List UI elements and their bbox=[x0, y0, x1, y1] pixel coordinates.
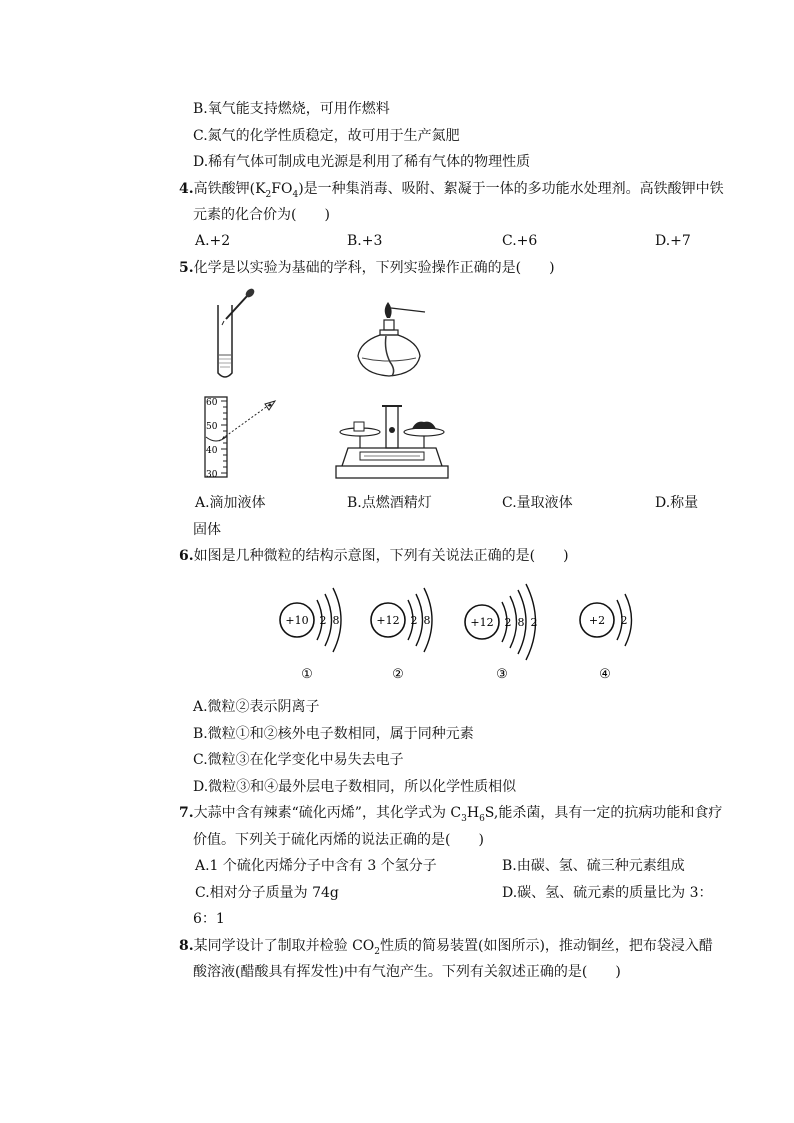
q4-number: 4. bbox=[179, 181, 194, 197]
atomic-structure-diagrams bbox=[270, 580, 650, 690]
q4-text-c: )是一种集消毒、吸附、絮凝于一体的多功能水处理剂。高铁酸钾中铁 bbox=[298, 181, 724, 197]
particle-3-label: ③ bbox=[496, 667, 508, 682]
q7-sub2: 6 bbox=[479, 813, 485, 824]
q4-option-a: A.+2 bbox=[195, 233, 231, 249]
q3-option-b: B.氧气能支持燃烧，可用作燃料 bbox=[193, 101, 390, 117]
q3-option-d: D.稀有气体可制成电光源是利用了稀有气体的物理性质 bbox=[193, 154, 531, 170]
q6-stem bbox=[179, 547, 569, 565]
q5-option-a: A.滴加液体 bbox=[195, 495, 266, 511]
alcohol-lamp-figure bbox=[350, 290, 440, 385]
particle-4-nucleus: +2 bbox=[588, 614, 606, 627]
q7-option-b: B.由碳、氢、硫三种元素组成 bbox=[502, 858, 685, 874]
particle-1-shell-1: 2 bbox=[319, 614, 327, 627]
q4-option-c: C.+6 bbox=[502, 233, 538, 249]
q6-option-c: C.微粒③在化学变化中易失去电子 bbox=[193, 752, 404, 768]
q7-stem-line1 bbox=[179, 804, 722, 828]
q7-number: 7. bbox=[179, 805, 194, 821]
particle-3-shell-2: 8 bbox=[517, 616, 525, 629]
particle-4-diagram bbox=[580, 594, 632, 682]
q4-text-b: FO bbox=[271, 181, 293, 197]
q7-stem-line2: 价值。下列关于硫化丙烯的说法正确的是( ) bbox=[193, 832, 484, 848]
q4-sub1: 2 bbox=[265, 189, 272, 200]
q8-text-a: 某同学设计了制取并检验 CO bbox=[193, 938, 375, 954]
cylinder-tick-50: 50 bbox=[206, 422, 218, 432]
cylinder-tick-30: 30 bbox=[206, 470, 218, 480]
graduated-cylinder-figure bbox=[195, 393, 285, 483]
balance-scale-figure bbox=[332, 400, 452, 482]
q4-option-d: D.+7 bbox=[655, 233, 691, 249]
q6-option-b: B.微粒①和②核外电子数相同，属于同种元素 bbox=[193, 726, 474, 742]
q8-stem-line1 bbox=[179, 937, 713, 961]
q5-option-d: D.称量 bbox=[655, 495, 699, 511]
particle-3-shell-3: 2 bbox=[530, 616, 538, 629]
q8-number: 8. bbox=[179, 938, 194, 954]
particle-2-nucleus: +12 bbox=[376, 614, 400, 627]
q4-sub2: 4 bbox=[292, 189, 299, 200]
q4-stem-line2: 元素的化合价为( ) bbox=[193, 207, 330, 223]
q8-text-b: 性质的简易装置(如图所示)，推动铜丝，把布袋浸入醋 bbox=[380, 938, 713, 954]
cylinder-tick-60: 60 bbox=[206, 398, 218, 408]
q7-text-c: S,能杀菌，具有一定的抗病功能和食疗 bbox=[484, 805, 723, 821]
q8-stem-line2: 酸溶液(醋酸具有挥发性)中有气泡产生。下列有关叙述正确的是( ) bbox=[193, 964, 621, 980]
q8-sub1: 2 bbox=[374, 946, 380, 957]
q6-option-d: D.微粒③和④最外层电子数相同，所以化学性质相似 bbox=[193, 779, 517, 795]
q4-option-b: B.+3 bbox=[347, 233, 383, 249]
q7-option-a: A.1 个硫化丙烯分子中含有 3 个氢分子 bbox=[195, 858, 437, 874]
q7-text-a: 大蒜中含有辣素“硫化丙烯”，其化学式为 C bbox=[193, 805, 462, 821]
q4-stem-line1 bbox=[179, 180, 724, 204]
particle-2-shell-1: 2 bbox=[410, 614, 418, 627]
q7-option-d-wrap: 6：1 bbox=[193, 911, 225, 927]
particle-2-label: ② bbox=[392, 667, 404, 682]
q5-option-c: C.量取液体 bbox=[502, 495, 573, 511]
q7-sub1: 3 bbox=[461, 813, 467, 824]
particle-4-label: ④ bbox=[599, 667, 611, 682]
q5-option-d-wrap: 固体 bbox=[193, 522, 221, 538]
q4-text-a: 高铁酸钾(K bbox=[193, 181, 266, 197]
particle-2-diagram bbox=[371, 588, 432, 682]
particle-1-label: ① bbox=[301, 667, 313, 682]
q7-option-d: D.碳、氢、硫元素的质量比为 3： bbox=[502, 885, 713, 901]
q6-option-a: A.微粒②表示阴离子 bbox=[193, 699, 320, 715]
q7-text-b: H bbox=[466, 805, 480, 821]
particle-4-shell-1: 2 bbox=[620, 614, 628, 627]
q7-option-c: C.相对分子质量为 74g bbox=[195, 885, 339, 901]
dropper-test-tube-figure bbox=[200, 285, 270, 385]
q6-stem-text: 如图是几种微粒的结构示意图，下列有关说法正确的是( ) bbox=[193, 548, 569, 564]
q5-stem bbox=[179, 259, 555, 277]
q5-option-b: B.点燃酒精灯 bbox=[347, 495, 432, 511]
particle-1-nucleus: +10 bbox=[285, 614, 309, 627]
particle-2-shell-2: 8 bbox=[423, 614, 431, 627]
q6-number: 6. bbox=[179, 548, 194, 564]
particle-3-diagram bbox=[465, 584, 538, 682]
particle-3-shell-1: 2 bbox=[504, 616, 512, 629]
particle-3-nucleus: +12 bbox=[470, 616, 494, 629]
q5-number: 5. bbox=[179, 260, 194, 276]
q5-stem-text: 化学是以实验为基础的学科，下列实验操作正确的是( ) bbox=[193, 260, 555, 276]
particle-1-diagram bbox=[280, 588, 341, 682]
particle-1-shell-2: 8 bbox=[332, 614, 340, 627]
cylinder-tick-40: 40 bbox=[206, 446, 218, 456]
q3-option-c: C.氮气的化学性质稳定，故可用于生产氮肥 bbox=[193, 128, 460, 144]
